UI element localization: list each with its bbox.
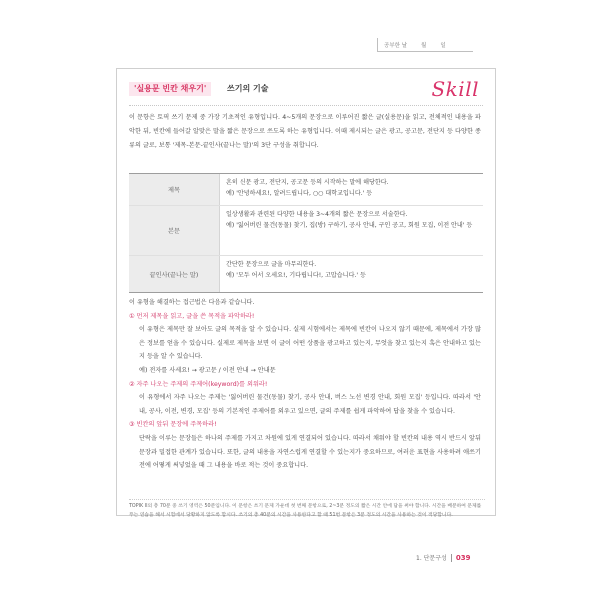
table-row bbox=[129, 256, 483, 292]
structure-table bbox=[129, 173, 483, 293]
approach-point-title: ② 자주 나오는 주제의 주제어(keyword)를 외워라! bbox=[129, 380, 268, 388]
study-date-day: 일 bbox=[440, 42, 446, 49]
approach-point-example: 예) 전자를 사세요! → 광고문 / 이전 안내 → 안내문 bbox=[139, 366, 276, 374]
skill-logo: Skill bbox=[431, 77, 479, 101]
approach-point-title: ① 먼저 제목을 읽고, 글을 쓴 목적을 파악하라! bbox=[129, 312, 255, 320]
title-bar bbox=[129, 79, 483, 106]
table-row bbox=[129, 206, 483, 256]
table-row-head: 끝인사(끝나는 말) bbox=[129, 256, 219, 292]
title-badge: '실용문 빈칸 채우기' bbox=[129, 82, 211, 96]
table-line: 흔히 신문 광고, 전단지, 공고문 등의 시작하는 말에 해당한다. bbox=[226, 179, 389, 186]
approach-lead: 이 유형을 해결하는 접근법은 다음과 같습니다. bbox=[129, 299, 255, 306]
study-date-box bbox=[377, 38, 473, 52]
approach-section bbox=[129, 296, 481, 473]
approach-point-title: ③ 빈칸의 앞뒤 문장에 주목하라! bbox=[129, 421, 217, 429]
intro-paragraph: 이 문항은 토픽 쓰기 문제 중 가장 기초적인 유형입니다. 4~5개의 문장으로 이루어진 짧은 글(실용문)을 읽고, 전체적인 내용을 파악한 뒤, 빈칸에 들어갈 알맞은 말을 짧은 문장으로 쓰도록 하는 유형입니다. 이때 제시되는 글은 광고, 공고문, 전단지 등 다양한 종류의 글로, 보통 '제목-본문-끝인사(끝나는 말)'의 3단 구성을 취합니다. bbox=[129, 114, 481, 150]
approach-point-desc: 이 유형에서 자주 나오는 주제는 '잃어버린 물건(동물) 찾기, 공사 안내, 버스 노선 변경 안내, 회원 모집' 등입니다. 따라서 '안내, 공사, 이전, 변경, 모집' 등의 기본적인 주제어를 외우고 있으면, 글의 주제를 쉽게 파악하여 답을 찾을 수 있습니다. bbox=[139, 394, 481, 415]
table-row bbox=[129, 174, 483, 206]
section-label: 1. 단문구성 bbox=[416, 555, 447, 562]
study-date-month: 월 bbox=[421, 42, 427, 49]
approach-point-desc: 단락을 이루는 문장들은 하나의 주제를 가지고 차원에 있게 연결되어 있습니다. 따라서 채워야 할 빈칸의 내용 역시 반드시 앞뒤 문장과 밀접한 관계가 있습니다. 또한, 글의 내용을 자연스럽게 연결할 수 있는지가 중요하므로, 여러운 표현을 사용하려 애쓰기 전에 어떻게 써넣었을 때 그 내용을 바로 적는 것이 중요합니다. bbox=[139, 434, 481, 470]
table-row-head: 제목 bbox=[129, 174, 219, 205]
table-line: 일상생활과 관련된 다양한 내용을 3~4개의 짧은 문장으로 서술한다. bbox=[226, 211, 408, 218]
approach-point-desc: 이 유형은 제목만 잘 보아도 글의 목적을 알 수 있습니다. 실제 시험에서는 제목에 빈칸이 나오지 않기 때문에, 제목에서 가장 많은 정보를 얻을 수 있습니다. 실제로 제목을 보면 이 글이 어떤 상품을 광고하고 있는지, 무엇을 찾고 있는지 혹은 안내하고 있는지 등을 알 수 있습니다. bbox=[139, 326, 481, 361]
footnote: TOPIK II의 총 70분 중 쓰기 영역은 50분입니다. 이 문항은 쓰기 문제 가운데 첫 번째 문항으로, 2~3분 정도의 짧은 시간 안에 답을 써야 합니다. 시간을 배분하여 문제를 푸는 연습을 해서 시험에서 당황하지 않도록 합시다. 쓰기의 총 40분의 시간을 사용한다고 할 때 51번 문항은 3분 정도의 시간을 사용하는 것이 적당합니다. bbox=[129, 499, 485, 520]
page-footer bbox=[416, 553, 470, 562]
skill-panel bbox=[116, 68, 496, 516]
title-text: 쓰기의 기술 bbox=[227, 84, 269, 93]
table-row-body bbox=[219, 174, 483, 205]
table-line: 예) '모두 어서 오세요!, 기다립니다!, 고맙습니다.' 등 bbox=[226, 272, 366, 280]
table-row-body bbox=[219, 256, 483, 292]
table-line: 간단한 문장으로 글을 마무리한다. bbox=[226, 261, 317, 268]
table-row-body bbox=[219, 206, 483, 255]
table-row-head: 본문 bbox=[129, 206, 219, 255]
divider bbox=[451, 554, 452, 562]
table-line: 예) '안녕하세요!, 알려드립니다, ○○ 대학교입니다.' 등 bbox=[226, 190, 373, 198]
study-date-label: 공부한 날 bbox=[384, 42, 408, 49]
table-line: 예) '잃어버린 물건(동물) 찾기, 집(방) 구하기, 공사 안내, 구인 공고, 회원 모집, 이전 안내' 등 bbox=[226, 222, 473, 230]
page-number: 039 bbox=[455, 553, 471, 562]
